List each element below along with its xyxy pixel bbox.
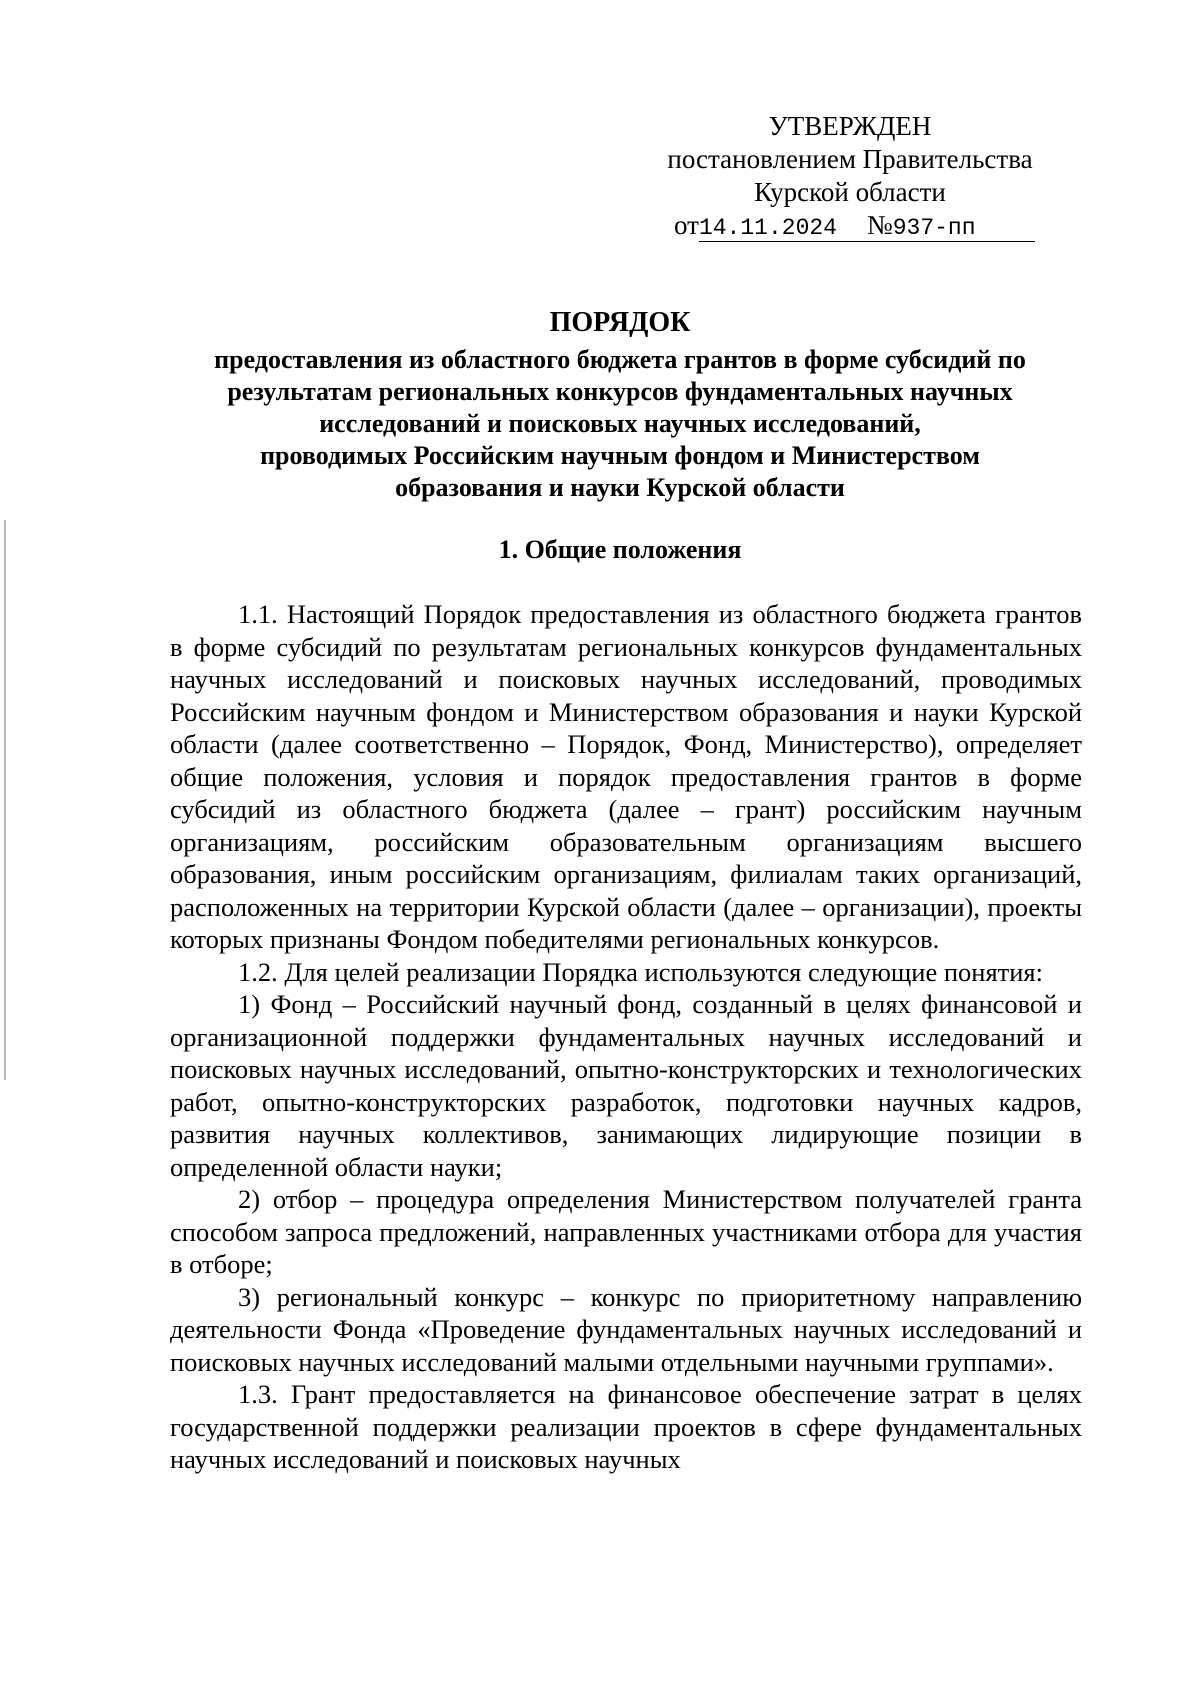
document-subtitle	[150, 344, 1090, 504]
date-field	[699, 212, 867, 242]
document-title-block	[150, 306, 1090, 504]
subtitle-line: образования и науки Курской области	[395, 473, 845, 502]
paragraph-1-1: 1.1. Настоящий Порядок предоставления из областного бюджета грантов в форме субсидий по результатам региональных конкурсов фундаментальных научных исследований и поисковых научных исследований, проводимых Российским научным фондом и Министерством образования и науки Курской области (далее соответственно – Порядок, Фонд, Министерство), определяет общие положения, условия и порядок предоставления грантов в форме субсидий из областного бюджета (далее – грант) российским научным организациям, российским образовательным организациям высшего образования, иным российским организациям, филиалам таких организаций, расположенных на территории Курской области (далее – организации), проекты которых признаны Фондом победителями региональных конкурсов.	[170, 599, 1082, 954]
subtitle-line: предоставления из областного бюджета грантов в форме субсидий по	[214, 345, 1026, 374]
number-value: 937-пп	[892, 215, 976, 241]
number-prefix: №	[866, 210, 893, 240]
date-value: 14.11.2024	[698, 215, 837, 241]
definition-item-2: 2) отбор – процедура определения Министерством получателей гранта способом запроса предложений, направленных участниками отбора для участия в отборе;	[170, 1184, 1082, 1279]
subtitle-line: результатам региональных конкурсов фундаментальных научных	[227, 377, 1013, 406]
approval-issuer-line: постановлением Правительства	[667, 144, 1033, 174]
document-body	[170, 598, 1082, 1476]
scan-edge-mark	[4, 520, 6, 1080]
date-prefix: от	[674, 210, 699, 240]
approval-region-line: Курской области	[754, 177, 946, 207]
approval-stamp-block	[620, 110, 1080, 242]
approval-date-line	[654, 209, 1080, 242]
definition-item-3: 3) региональный конкурс – конкурс по приоритетному направлению деятельности Фонда «Проведение фундаментальных научных исследований и поисковых научных исследований малыми отдельными научными группами».	[170, 1281, 1082, 1377]
subtitle-line: проводимых Российским научным фондом и Министерством	[260, 441, 980, 470]
section-heading: 1. Общие положения	[498, 535, 742, 564]
document-title: ПОРЯДОК	[549, 307, 691, 338]
approval-status: УТВЕРЖДЕН	[768, 111, 932, 141]
subtitle-line: исследований и поисковых научных исследований,	[319, 409, 921, 438]
paragraph-1-2: 1.2. Для целей реализации Порядка используются следующие понятия:	[238, 956, 1043, 987]
number-field	[867, 212, 1035, 242]
definition-item-1: 1) Фонд – Российский научный фонд, созданный в целях финансовой и организационной поддержки фундаментальных научных исследований и поисковых научных исследований, опытно-конструкторских и технологических работ, опытно-конструкторских разработок, подготовки научных кадров, развития научных коллективов, занимающих лидирующие позиции в определенной области науки;	[170, 989, 1082, 1182]
paragraph-1-3: 1.3. Грант предоставляется на финансовое обеспечение затрат в целях государственной поддержки реализации проектов в сфере фундаментальных научных исследований и поисковых научных	[170, 1379, 1082, 1474]
